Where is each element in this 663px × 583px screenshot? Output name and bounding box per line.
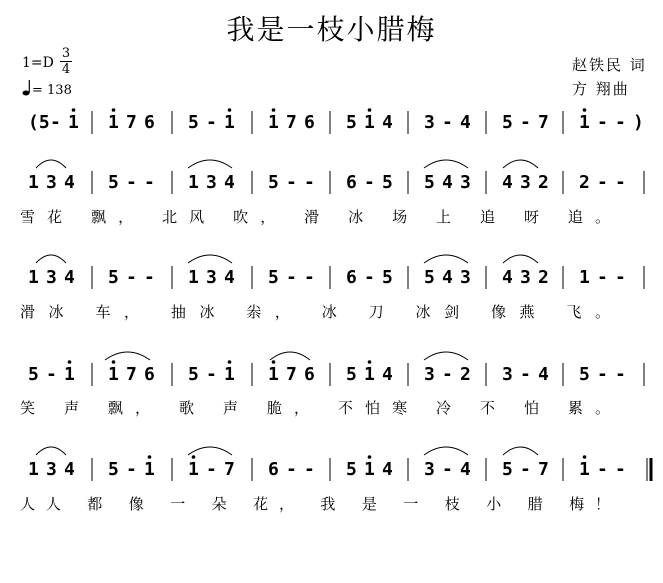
- jianpu-note: 5: [188, 364, 199, 385]
- lyrics-line-4: 笑 声 飘， 歌 声 脆， 不怕寒 冷 不 怕 累。: [20, 399, 611, 417]
- tempo-value: = 138: [32, 83, 72, 98]
- jianpu-note: 4: [382, 459, 393, 480]
- jianpu-note: 5: [268, 267, 279, 288]
- jianpu-note: -: [126, 267, 137, 288]
- jianpu-note: -: [144, 172, 155, 193]
- slur: [36, 447, 66, 455]
- jianpu-note: 1: [579, 267, 590, 288]
- jianpu-note: 2: [460, 364, 471, 385]
- key-signature: 1=D: [22, 55, 54, 71]
- jianpu-note: -: [286, 172, 297, 193]
- jianpu-note: -: [304, 459, 315, 480]
- jianpu-note: 1: [224, 112, 235, 133]
- slur: [503, 255, 538, 263]
- jianpu-note: -: [304, 172, 315, 193]
- jianpu-note: -: [206, 112, 217, 133]
- jianpu-note: 7: [286, 364, 297, 385]
- jianpu-note: (5: [28, 112, 50, 133]
- jianpu-note: 3: [424, 459, 435, 480]
- jianpu-note: 4: [460, 112, 471, 133]
- jianpu-note: 4: [64, 172, 75, 193]
- slur: [36, 255, 66, 263]
- jianpu-note: 4: [64, 459, 75, 480]
- slur: [105, 352, 150, 360]
- jianpu-note: 1: [28, 267, 39, 288]
- jianpu-note: -: [615, 172, 626, 193]
- jianpu-note: 4: [382, 364, 393, 385]
- jianpu-note: 6: [304, 364, 315, 385]
- song-title: 我是一枝小腊梅: [226, 13, 437, 46]
- jianpu-note: 1: [144, 459, 155, 480]
- jianpu-note: 1: [188, 172, 199, 193]
- score-line-2: [20, 160, 644, 226]
- jianpu-note: -: [126, 459, 137, 480]
- jianpu-note: 2: [538, 267, 549, 288]
- slur: [188, 255, 232, 263]
- jianpu-note: 3: [520, 267, 531, 288]
- jianpu-note: 5: [346, 364, 357, 385]
- jianpu-note: 5: [579, 364, 590, 385]
- jianpu-note: 4: [538, 364, 549, 385]
- jianpu-note: 1: [268, 364, 279, 385]
- jianpu-note: -: [615, 364, 626, 385]
- jianpu-note: 1: [28, 172, 39, 193]
- jianpu-note: 7: [538, 112, 549, 133]
- jianpu-note: -: [50, 112, 61, 133]
- jianpu-note: 1: [364, 459, 375, 480]
- jianpu-note: 7: [126, 112, 137, 133]
- jianpu-note: 4: [224, 267, 235, 288]
- jianpu-note: 1: [579, 459, 590, 480]
- jianpu-note: 1: [188, 267, 199, 288]
- high-octave-dot: [68, 360, 72, 364]
- slur: [424, 447, 468, 455]
- jianpu-note: 6: [268, 459, 279, 480]
- high-octave-dot: [368, 108, 372, 112]
- score-line-4: [20, 352, 644, 417]
- jianpu-note: -: [615, 112, 626, 133]
- high-octave-dot: [368, 455, 372, 459]
- jianpu-note: 5: [346, 459, 357, 480]
- jianpu-note: 3: [46, 267, 57, 288]
- jianpu-note: 1: [364, 364, 375, 385]
- jianpu-note: 3: [424, 112, 435, 133]
- jianpu-note: 1: [108, 112, 119, 133]
- jianpu-note: 6: [304, 112, 315, 133]
- jianpu-note: -: [442, 364, 453, 385]
- jianpu-note: 5: [188, 112, 199, 133]
- slur: [36, 160, 66, 168]
- jianpu-note: 5: [382, 267, 393, 288]
- high-octave-dot: [583, 108, 587, 112]
- jianpu-note: -: [615, 267, 626, 288]
- lyrics-line-5: 人人 都 像 一 朵 花， 我 是 一 枝 小 腊 梅！: [20, 495, 610, 513]
- jianpu-note: 4: [224, 172, 235, 193]
- jianpu-note: 1: [68, 112, 79, 133]
- jianpu-note: 5: [346, 112, 357, 133]
- jianpu-note: 5: [424, 172, 435, 193]
- high-octave-dot: [272, 360, 276, 364]
- slur: [424, 255, 468, 263]
- jianpu-note: 1: [64, 364, 75, 385]
- jianpu-note: 1: [579, 112, 590, 133]
- slur: [424, 352, 468, 360]
- jianpu-note: 6: [346, 172, 357, 193]
- lyrics-line-2: 雪花 飘， 北风 吹， 滑 冰 场 上 追 呀 追。: [20, 208, 611, 226]
- jianpu-note: 1: [224, 364, 235, 385]
- jianpu-note: 7: [126, 364, 137, 385]
- jianpu-note: -: [597, 267, 608, 288]
- jianpu-note: 5: [502, 112, 513, 133]
- high-octave-dot: [72, 108, 76, 112]
- jianpu-note: 3: [460, 267, 471, 288]
- jianpu-note: -: [206, 459, 217, 480]
- jianpu-note: 3: [460, 172, 471, 193]
- jianpu-note: 5: [382, 172, 393, 193]
- slur: [270, 352, 310, 360]
- jianpu-note: 5: [502, 459, 513, 480]
- jianpu-note: -: [520, 459, 531, 480]
- jianpu-note: 7: [224, 459, 235, 480]
- jianpu-note: 3: [46, 172, 57, 193]
- slur: [503, 447, 538, 455]
- jianpu-note: 2: [538, 172, 549, 193]
- jianpu-note: -: [442, 459, 453, 480]
- jianpu-note: 6: [346, 267, 357, 288]
- jianpu-note: 4: [460, 459, 471, 480]
- slur: [424, 160, 468, 168]
- jianpu-note: -: [520, 112, 531, 133]
- jianpu-note: -: [364, 267, 375, 288]
- jianpu-note: 6: [144, 112, 155, 133]
- jianpu-note: -: [597, 459, 608, 480]
- jianpu-note: 3: [206, 172, 217, 193]
- jianpu-note: 4: [502, 172, 513, 193]
- jianpu-note: 5: [108, 172, 119, 193]
- high-octave-dot: [148, 455, 152, 459]
- high-octave-dot: [228, 360, 232, 364]
- jianpu-note: -: [286, 459, 297, 480]
- jianpu-note: -: [597, 172, 608, 193]
- high-octave-dot: [228, 108, 232, 112]
- jianpu-note: 4: [442, 172, 453, 193]
- jianpu-note: -: [304, 267, 315, 288]
- jianpu-note: 3: [206, 267, 217, 288]
- slur: [188, 447, 232, 455]
- time-signature-top: 3: [61, 46, 71, 61]
- jianpu-note: -: [442, 112, 453, 133]
- jianpu-note: 7: [538, 459, 549, 480]
- jianpu-note: 1: [108, 364, 119, 385]
- jianpu-note: -: [597, 112, 608, 133]
- jianpu-note: 4: [502, 267, 513, 288]
- jianpu-note: 3: [502, 364, 513, 385]
- jianpu-note: 4: [382, 112, 393, 133]
- lyrics-line-3: 滑冰 车， 抽冰 尜， 冰 刀 冰剑 像燕 飞。: [20, 303, 610, 321]
- composer-credit: 方 翔曲: [572, 80, 630, 98]
- high-octave-dot: [272, 108, 276, 112]
- jianpu-note: 3: [520, 172, 531, 193]
- jianpu-note: 5: [108, 267, 119, 288]
- lyricist-credit: 赵铁民 词: [572, 56, 647, 74]
- high-octave-dot: [192, 455, 196, 459]
- jianpu-note: -: [364, 172, 375, 193]
- jianpu-note: 1: [188, 459, 199, 480]
- slur: [503, 160, 538, 168]
- jianpu-note: 1: [364, 112, 375, 133]
- jianpu-note: 4: [442, 267, 453, 288]
- jianpu-note: ): [633, 112, 644, 133]
- jianpu-note: 7: [286, 112, 297, 133]
- jianpu-note: 1: [268, 112, 279, 133]
- jianpu-note: -: [206, 364, 217, 385]
- jianpu-note: 5: [268, 172, 279, 193]
- high-octave-dot: [112, 360, 116, 364]
- high-octave-dot: [112, 108, 116, 112]
- jianpu-note: -: [286, 267, 297, 288]
- high-octave-dot: [368, 360, 372, 364]
- jianpu-note: 3: [424, 364, 435, 385]
- jianpu-note: 5: [424, 267, 435, 288]
- jianpu-note: 1: [28, 459, 39, 480]
- jianpu-note: 5: [28, 364, 39, 385]
- jianpu-note: 2: [579, 172, 590, 193]
- jianpu-note: -: [615, 459, 626, 480]
- jianpu-note: -: [126, 172, 137, 193]
- jianpu-note: -: [597, 364, 608, 385]
- slur: [188, 160, 232, 168]
- score-line-1: [28, 108, 644, 134]
- time-signature-bottom: 4: [61, 62, 71, 77]
- score-line-3: [20, 255, 644, 321]
- high-octave-dot: [583, 455, 587, 459]
- jianpu-note: 4: [64, 267, 75, 288]
- jianpu-note: 6: [144, 364, 155, 385]
- jianpu-note: 5: [108, 459, 119, 480]
- jianpu-note: -: [144, 267, 155, 288]
- jianpu-note: 3: [46, 459, 57, 480]
- score-line-5: [20, 447, 651, 513]
- jianpu-note: -: [46, 364, 57, 385]
- jianpu-note: -: [520, 364, 531, 385]
